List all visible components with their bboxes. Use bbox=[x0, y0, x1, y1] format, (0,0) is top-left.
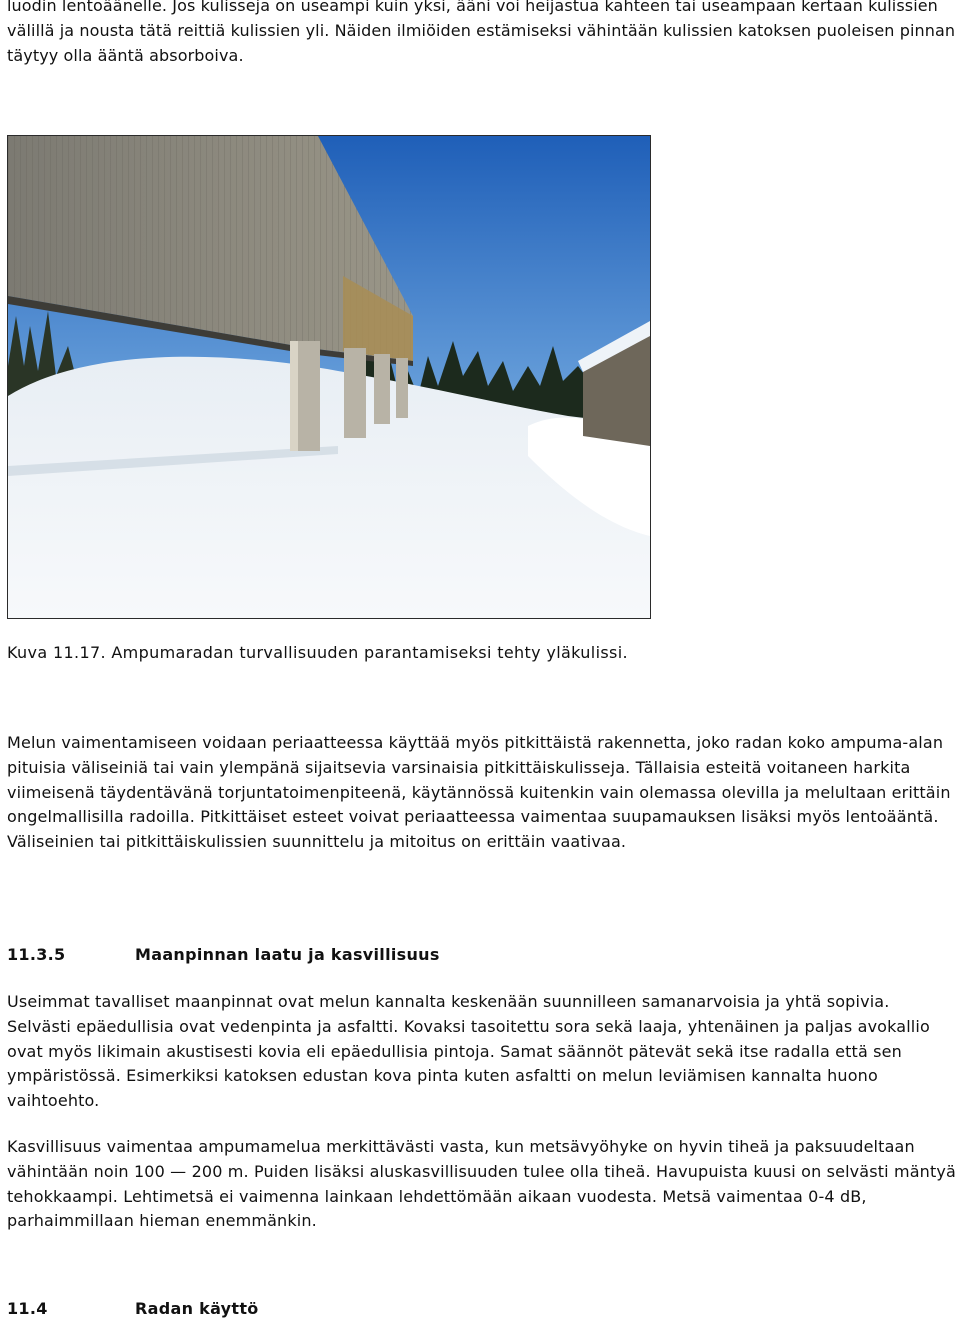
section-number: 11.3.5 bbox=[7, 945, 66, 964]
section-heading-usage bbox=[7, 1299, 259, 1318]
figure-caption: Kuva 11.17. Ampumaradan turvallisuuden parantamiseksi tehty yläkulissi. bbox=[7, 643, 628, 662]
section-heading-ground bbox=[7, 945, 440, 964]
ground-surface-paragraph: Useimmat tavalliset maanpinnat ovat melun kannalta keskenään suunnilleen samanarvoisia ja yhtä sopivia. Selvästi epäedullisia ovat vedenpinta ja asfaltti. Kovaksi tasoitettu sora sekä laaja, yhtenäinen ja paljas avokallio ovat myös likimain akustisesti kovia eli epäedullisia pintoja. Samat säännöt pätevät sekä itse radalla että sen ympäristössä. Esimerkiksi katoksen edustan kova pinta kuten asfaltti on melun leviämisen kannalta huono vaihtoehto. bbox=[7, 992, 930, 1111]
noise-barrier-paragraph: Melun vaimentamiseen voidaan periaatteessa käyttää myös pitkittäistä rakennetta, joko radan koko ampuma-alan pituisia väliseiniä tai vain ylempänä sijaitsevia varsinaisia pitkittäiskulisseja. Tällaisia esteitä voitaneen harkita viimeisenä täydentävänä torjuntatoimenpiteenä, käytännössä kuitenkin vain olemassa olevilla ja melultaan erittäin ongelmallisilla radoilla. Pitkittäiset esteet voivat periaatteessa vaimentaa suupamauksen lisäksi myös lentoääntä. Väliseinien tai pitkittäiskulissien suunnittelu ja mitoitus on erittäin vaativaa. bbox=[7, 733, 951, 852]
photo-illustration bbox=[8, 136, 650, 618]
intro-paragraph: luodin lentoäänelle. Jos kulisseja on useampi kuin yksi, ääni voi heijastua kahteen tai useampaan kertaan kulissien välillä ja nousta tätä reittiä kulissien yli. Näiden ilmiöiden estämiseksi vähintään kulissien katoksen puoleisen pinnan täytyy olla ääntä absorboiva. bbox=[7, 0, 956, 65]
overhead-baffle-photo bbox=[7, 135, 651, 619]
section-number: 11.4 bbox=[7, 1299, 48, 1318]
vegetation-paragraph: Kasvillisuus vaimentaa ampumamelua merkittävästi vasta, kun metsävyöhyke on hyvin tiheä ja paksuudeltaan vähintään noin 100 — 200 m. Puiden lisäksi aluskasvillisuuden tulee olla tiheä. Havupuista kuusi on selvästi mäntyä tehokkaampi. Lehtimetsä ei vaimenna lainkaan lehdettömään aikaan vuodesta. Metsä vaimentaa 0-4 dB, parhaimmillaan hieman enemmänkin. bbox=[7, 1137, 956, 1231]
section-title: Maanpinnan laatu ja kasvillisuus bbox=[135, 945, 440, 964]
section-title: Radan käyttö bbox=[135, 1299, 259, 1318]
